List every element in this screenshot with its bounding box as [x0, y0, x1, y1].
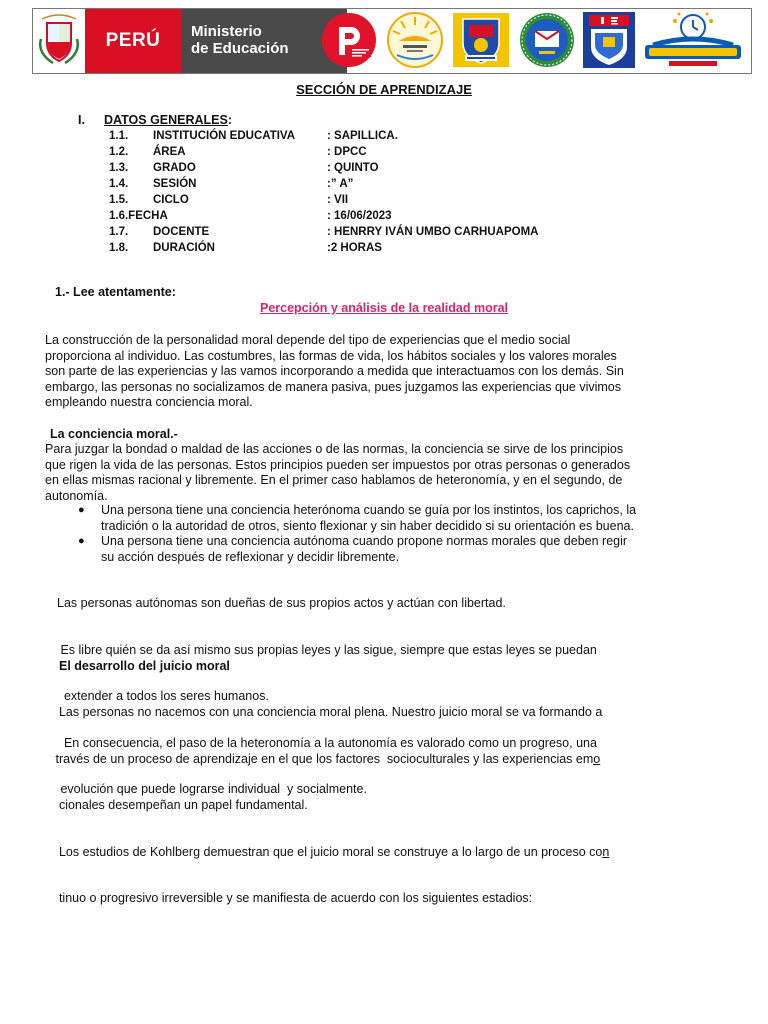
text-line: en ellas mismas racional y libremente. En el primer caso hablamos de heteronomía, y en el segundo, de	[45, 473, 623, 487]
text-line: La construcción de la personalidad moral depende del tipo de experiencias que el medio social	[45, 333, 571, 347]
text-line: tradición o la autoridad de otros, siento flexionar y sin haber decidido si su orientación es buena.	[101, 518, 634, 533]
text-line: autonomía.	[45, 488, 108, 503]
text-line	[52, 752, 752, 768]
school-emblem-logo	[515, 11, 579, 69]
text-line: empleando nuestra conciencia moral.	[45, 395, 253, 409]
text-line: que rigen la vida de las personas. Estos principios pueden ser impuestos por otras personas o generados	[45, 457, 631, 472]
ugel-shield-logo	[449, 11, 513, 69]
text-line: cionales desempeñan un papel fundamental.	[52, 798, 308, 812]
row-value: :” A”	[327, 178, 354, 190]
gobierno-regional-piura-logo	[317, 11, 381, 69]
row-label: INSTITUCIÓN EDUCATIVA	[153, 130, 296, 142]
page-title: SECCIÓN DE APRENDIZAJE	[296, 82, 472, 97]
lee-heading: 1.- Lee atentamente:	[55, 285, 176, 299]
list-item	[78, 503, 718, 534]
row-value: : QUINTO	[327, 162, 379, 174]
row-value: : HENRRY IVÁN UMBO CARHUAPOMA	[327, 226, 539, 238]
datos-generales-label: DATOS GENERALES	[104, 113, 228, 127]
row-number: 1.8.	[109, 242, 129, 254]
intro-paragraph	[45, 333, 745, 411]
juicio-heading: El desarrollo del juicio moral	[59, 659, 230, 673]
row-value: : SAPILLICA.	[327, 130, 398, 142]
row-value: : DPCC	[327, 146, 367, 158]
row-number: 1.4.	[109, 178, 129, 190]
section-number: I.	[78, 113, 85, 127]
jornada-escolar-completa-logo	[639, 11, 747, 69]
text-line	[52, 845, 752, 861]
list-item	[78, 534, 718, 565]
conciencia-paragraph	[45, 442, 745, 504]
text-line: extender a todos los seres humanos.	[57, 689, 269, 703]
datos-generales-colon: :	[227, 113, 233, 127]
conciencia-heading: La conciencia moral.-	[50, 427, 178, 441]
row-number: 1.2.	[109, 146, 129, 158]
row-value: : 16/06/2023	[327, 210, 392, 222]
reading-subtitle: Percepción y análisis de la realidad moral	[259, 301, 509, 315]
text-line: evolución que puede lograrse individual y socialmente.	[57, 782, 367, 796]
bullet-icon: ●	[78, 535, 85, 547]
row-label: SESIÓN	[153, 178, 197, 190]
row-number: 1.3.	[109, 162, 129, 174]
text-line: Una persona tiene una conciencia autónoma cuando propone normas morales que deben regir	[101, 534, 628, 548]
row-label: DURACIÓN	[153, 242, 215, 254]
text-line: embargo, las personas no socializamos de manera pasiva, pues juzgamos las experiencias que vivimos	[45, 379, 621, 394]
ministry-line-2: de Educación	[191, 40, 289, 57]
text-segment: través de un proceso de aprendizaje en el que los factores socioculturales y las experiencias em	[52, 751, 594, 766]
bullet-icon: ●	[78, 504, 85, 516]
text-line: Para juzgar la bondad o maldad de las acciones o de las normas, la conciencia se sirve de los principios	[45, 442, 624, 456]
text-segment: Los estudios de Kohlberg demuestran que el juicio moral se construye a lo largo de un proceso co	[52, 844, 603, 859]
text-line: Las personas no nacemos con una conciencia moral plena. Nuestro juicio moral se va formando a	[52, 705, 603, 719]
dre-piura-logo	[383, 11, 447, 69]
ie-shield-logo	[581, 11, 637, 69]
row-number: 1.1.	[109, 130, 129, 142]
row-number: 1.7.	[109, 226, 129, 238]
peru-label: PERÚ	[85, 9, 181, 73]
text-line: tinuo o progresivo irreversible y se manifiesta de acuerdo con los siguientes estadios:	[52, 891, 533, 905]
juicio-paragraph	[52, 674, 752, 922]
text-line: son parte de las experiencias y las vamos incorporando a medida que interactuamos con los demás. Sin	[45, 364, 624, 378]
peru-shield-icon	[33, 9, 86, 73]
row-label: GRADO	[153, 162, 196, 174]
text-line: su acción después de reflexionar y decidir libremente.	[101, 549, 400, 564]
row-label: ÁREA	[153, 146, 186, 158]
row-value: :2 HORAS	[327, 242, 382, 254]
datos-generales-heading	[78, 113, 232, 127]
row-number: 1.5.	[109, 194, 129, 206]
underlined-segment: o	[593, 751, 601, 766]
text-line: En consecuencia, el paso de la heteronomía a la autonomía es valorado como un progreso, una	[57, 735, 597, 750]
row-label: CICLO	[153, 194, 189, 206]
ministry-line-1: Ministerio	[191, 23, 262, 40]
row-label: DOCENTE	[153, 226, 210, 238]
text-line: Una persona tiene una conciencia heterónoma cuando se guía por los instintos, los caprichos, la	[101, 503, 637, 517]
header-banner	[32, 8, 752, 74]
underlined-segment: n	[602, 844, 610, 859]
text-line: Las personas autónomas son dueñas de sus propios actos y actúan con libertad.	[57, 596, 506, 610]
row-label: 1.6.FECHA	[109, 210, 168, 222]
conciencia-bullet-list	[78, 503, 718, 565]
row-value: : VII	[327, 194, 349, 206]
text-line: Es libre quién se da así mismo sus propias leyes y las sigue, siempre que estas leyes se puedan	[57, 642, 597, 657]
text-line: proporciona al individuo. Las costumbres, las formas de vida, los hábitos sociales y los valores morales	[45, 348, 617, 363]
